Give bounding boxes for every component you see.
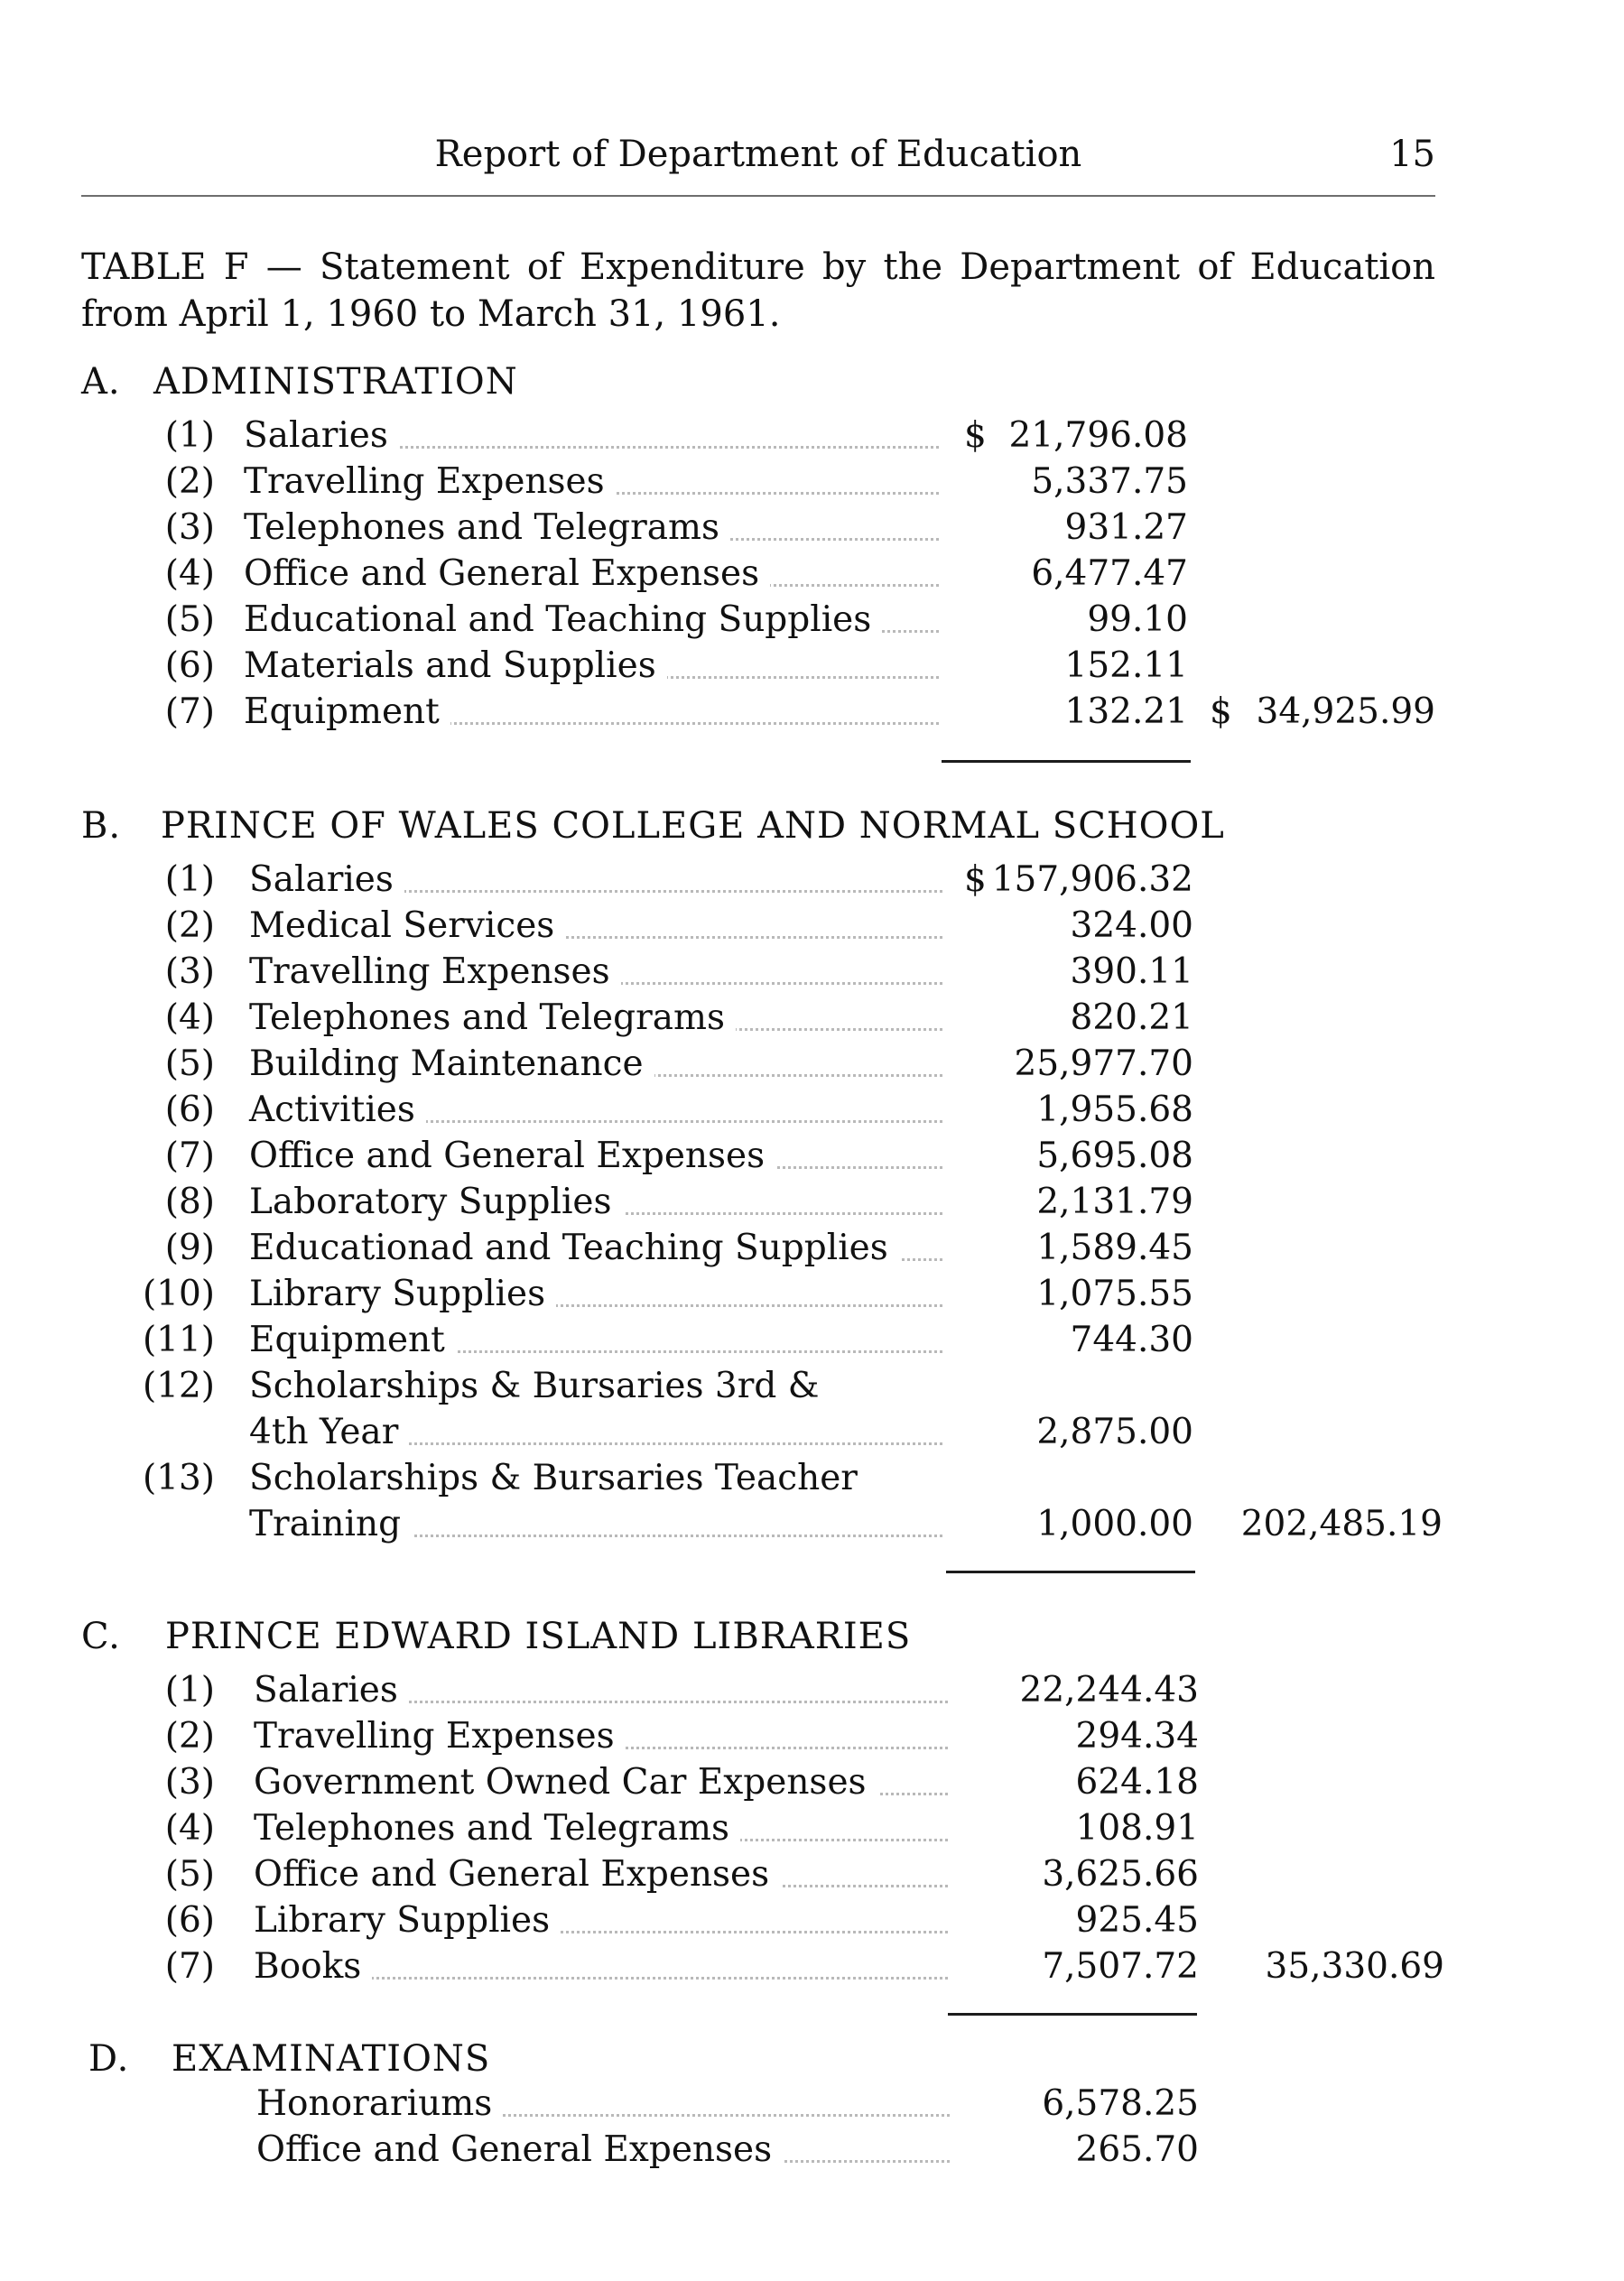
item-number: (4) — [164, 1808, 215, 1849]
expense-row — [153, 1504, 1443, 1549]
item-label: Office and General Expenses — [256, 2129, 783, 2170]
item-label: Scholarships & Bursaries 3rd & — [249, 1366, 830, 1406]
item-amount: 3,625.66 — [1042, 1854, 1199, 1895]
expense-row — [153, 1136, 1443, 1181]
item-amount: 1,000.00 — [1036, 1504, 1193, 1544]
item-amount: 925.45 — [1075, 1900, 1199, 1941]
item-number: (3) — [164, 507, 215, 548]
item-amount: 132.21 — [1064, 691, 1188, 732]
expense-row — [153, 1228, 1443, 1273]
expense-row — [142, 1274, 1443, 1319]
item-label: Scholarships & Bursaries Teacher — [249, 1458, 868, 1498]
section-name: PRINCE OF WALES COLLEGE AND NORMAL SCHOOL — [161, 805, 1225, 847]
expense-row — [153, 553, 1435, 598]
expense-row — [153, 997, 1443, 1043]
item-amount: 294.34 — [1075, 1716, 1199, 1757]
expense-row — [153, 507, 1435, 552]
item-amount: 5,695.08 — [1036, 1136, 1193, 1176]
item-number: (2) — [164, 1716, 215, 1757]
expense-row — [142, 1458, 1443, 1503]
item-label: Salaries — [254, 1670, 409, 1711]
section-letter: C. — [81, 1616, 121, 1657]
item-label: Books — [254, 1946, 372, 1987]
item-label: Salaries — [249, 859, 404, 900]
expense-row — [153, 1946, 1444, 1991]
item-number: (8) — [164, 1182, 215, 1222]
item-number: (6) — [164, 1900, 215, 1941]
item-number: (4) — [164, 553, 215, 594]
item-number: (4) — [164, 997, 215, 1038]
item-label: Travelling Expenses — [244, 461, 616, 502]
item-number: (6) — [164, 645, 215, 686]
expense-row — [153, 461, 1435, 506]
item-label: Building Maintenance — [249, 1043, 654, 1084]
expense-row — [153, 859, 1443, 904]
expense-row — [153, 1182, 1443, 1227]
expense-row — [153, 1808, 1444, 1853]
section-name: PRINCE EDWARD ISLAND LIBRARIES — [165, 1616, 912, 1657]
expense-row — [142, 1366, 1443, 1411]
item-label: Telephones and Telegrams — [254, 1808, 740, 1849]
item-number: (3) — [164, 951, 215, 992]
total-currency-symbol: $ — [1210, 691, 1232, 732]
subtotal-rule — [948, 2013, 1197, 2016]
item-number: (1) — [164, 859, 215, 900]
expense-row — [153, 1043, 1443, 1089]
item-number: (7) — [164, 691, 215, 732]
item-number: (2) — [164, 905, 215, 946]
item-label: Activities — [249, 1090, 426, 1130]
expense-row — [153, 691, 1435, 737]
expense-row — [153, 2129, 1444, 2174]
item-label: Salaries — [244, 415, 399, 456]
item-label: Educationad and Teaching Supplies — [249, 1228, 899, 1268]
item-label: Honorariums — [256, 2083, 503, 2124]
currency-symbol: $ — [964, 859, 987, 900]
item-amount: 6,578.25 — [1042, 2083, 1199, 2124]
item-label: 4th Year — [249, 1412, 409, 1452]
expense-row — [153, 905, 1443, 950]
item-amount: 931.27 — [1064, 507, 1188, 548]
expense-row — [153, 1412, 1443, 1457]
item-amount: 108.91 — [1075, 1808, 1199, 1849]
item-label: Educational and Teaching Supplies — [244, 599, 882, 640]
expense-row — [153, 2083, 1444, 2128]
item-label: Telephones and Telegrams — [244, 507, 730, 548]
currency-symbol: $ — [964, 415, 987, 456]
expense-row — [153, 1670, 1444, 1715]
item-label: Travelling Expenses — [249, 951, 621, 992]
item-amount: 25,977.70 — [1014, 1043, 1193, 1084]
item-amount: 820.21 — [1070, 997, 1193, 1038]
expense-row — [153, 415, 1435, 460]
item-amount: 5,337.75 — [1031, 461, 1188, 502]
item-label: Telephones and Telegrams — [249, 997, 736, 1038]
item-number: (1) — [164, 415, 215, 456]
expense-row — [153, 1854, 1444, 1899]
item-number: (10) — [142, 1274, 215, 1314]
item-number: (7) — [164, 1136, 215, 1176]
item-label: Library Supplies — [254, 1900, 561, 1941]
item-label: Training — [249, 1504, 412, 1544]
item-number: (5) — [164, 1043, 215, 1084]
expense-row — [153, 1762, 1444, 1807]
item-amount: 6,477.47 — [1031, 553, 1188, 594]
item-label: Medical Services — [249, 905, 565, 946]
section-total: 202,485.19 — [1240, 1504, 1443, 1544]
item-label: Laboratory Supplies — [249, 1182, 623, 1222]
item-label: Office and General Expenses — [244, 553, 770, 594]
section-letter: D. — [88, 2038, 130, 2080]
item-label: Travelling Expenses — [254, 1716, 626, 1757]
item-number: (13) — [142, 1458, 215, 1498]
item-label: Library Supplies — [249, 1274, 556, 1314]
item-amount: 157,906.32 — [991, 859, 1193, 900]
header-rule — [81, 195, 1435, 197]
item-number: (5) — [164, 599, 215, 640]
subtotal-rule — [942, 760, 1191, 763]
item-label: Office and General Expenses — [254, 1854, 780, 1895]
item-amount: 390.11 — [1070, 951, 1193, 992]
item-label: Office and General Expenses — [249, 1136, 775, 1176]
item-amount: 2,875.00 — [1036, 1412, 1193, 1452]
item-amount: 1,955.68 — [1036, 1090, 1193, 1130]
item-number: (7) — [164, 1946, 215, 1987]
item-label: Government Owned Car Expenses — [254, 1762, 877, 1803]
item-number: (2) — [164, 461, 215, 502]
item-amount: 22,244.43 — [1019, 1670, 1199, 1711]
item-label: Materials and Supplies — [244, 645, 667, 686]
item-number: (6) — [164, 1090, 215, 1130]
item-amount: 99.10 — [1087, 599, 1188, 640]
item-amount: 624.18 — [1075, 1762, 1199, 1803]
expense-row — [153, 1090, 1443, 1135]
subtotal-rule — [946, 1571, 1195, 1573]
item-amount: 265.70 — [1075, 2129, 1199, 2170]
item-number: (9) — [164, 1228, 215, 1268]
running-header — [81, 134, 1435, 184]
item-number: (11) — [142, 1320, 215, 1360]
item-label: Equipment — [244, 691, 450, 732]
item-number: (5) — [164, 1854, 215, 1895]
header-title: Report of Department of Education — [434, 134, 1082, 175]
item-amount: 7,507.72 — [1042, 1946, 1199, 1987]
item-amount: 21,796.08 — [1008, 415, 1188, 456]
expense-row — [153, 599, 1435, 644]
expense-row — [142, 1320, 1443, 1365]
section-total: 34,925.99 — [1256, 691, 1435, 732]
page-number: 15 — [1389, 134, 1435, 175]
item-amount: 152.11 — [1064, 645, 1188, 686]
item-amount: 1,589.45 — [1036, 1228, 1193, 1268]
item-number: (1) — [164, 1670, 215, 1711]
expense-row — [153, 951, 1443, 997]
section-name: ADMINISTRATION — [153, 361, 518, 403]
item-amount: 2,131.79 — [1036, 1182, 1193, 1222]
expense-row — [153, 1900, 1444, 1945]
section-letter: A. — [81, 361, 121, 403]
item-number: (12) — [142, 1366, 215, 1406]
item-amount: 1,075.55 — [1036, 1274, 1193, 1314]
expense-row — [153, 645, 1435, 691]
section-name: EXAMINATIONS — [172, 2038, 491, 2080]
item-amount: 324.00 — [1070, 905, 1193, 946]
item-amount: 744.30 — [1070, 1320, 1193, 1360]
table-caption: TABLE F — Statement of Expenditure by the Department of Education from April 1, 1960 to March 31, 1961. — [81, 246, 1435, 335]
item-number: (3) — [164, 1762, 215, 1803]
section-total: 35,330.69 — [1265, 1946, 1444, 1987]
dot-leader — [290, 1977, 948, 1980]
item-label: Equipment — [249, 1320, 456, 1360]
expense-row — [153, 1716, 1444, 1761]
section-letter: B. — [81, 805, 122, 847]
